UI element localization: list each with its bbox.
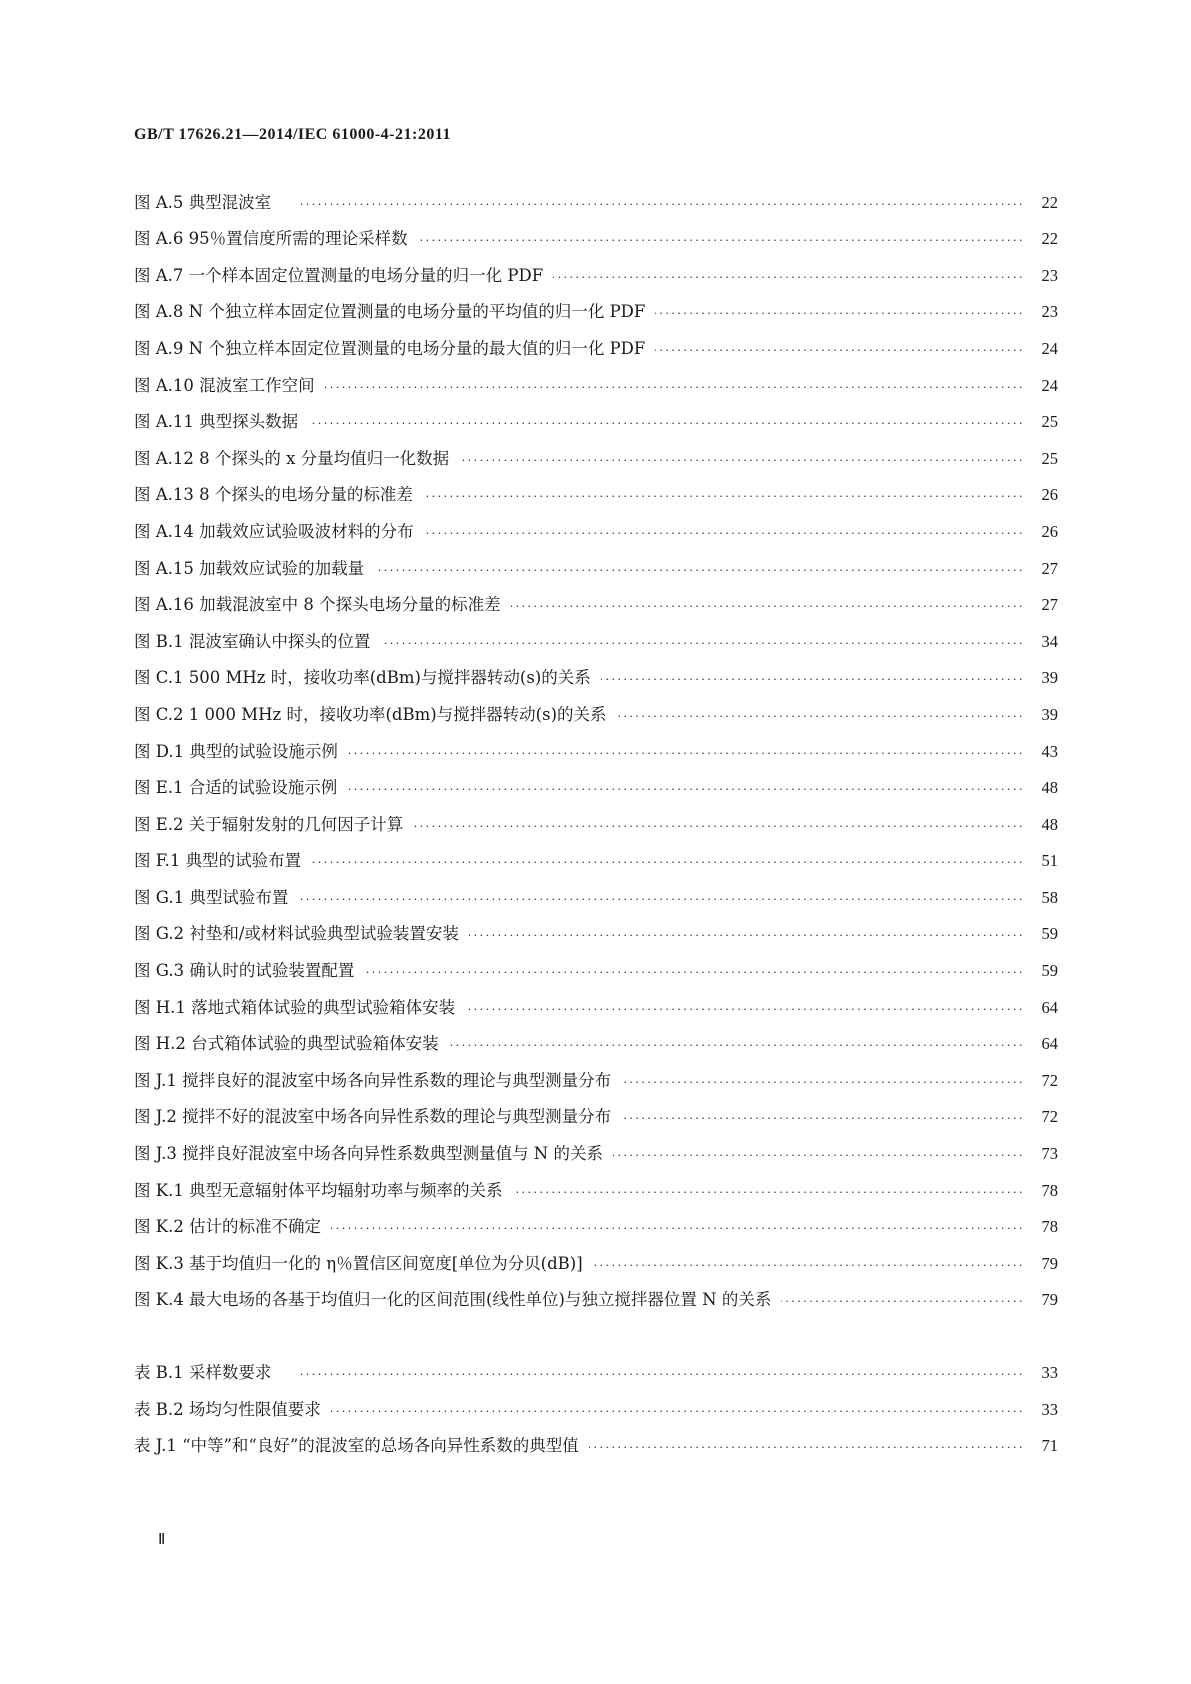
toc-entry-label: 图 C.2 1 000 MHz 时，接收功率(dBm)与搅拌器转动(s)的关系 [134,704,607,724]
toc-entry[interactable] [134,615,1058,652]
toc-entry[interactable] [134,1164,1058,1201]
toc-entry-label: 图 G.3 确认时的试验装置配置 [134,961,355,981]
toc-entry[interactable] [134,505,1058,542]
toc-entry-label: 图 D.1 典型的试验设施示例 [134,741,338,761]
dot-leader [311,854,1022,866]
toc-entry[interactable] [134,944,1058,981]
toc-entry[interactable] [134,579,1058,616]
dot-leader [621,1110,1022,1122]
toc-entry-label: 图 A.8 N 个独立样本固定位置测量的电场分量的平均值的归一化 PDF [134,302,646,322]
dot-leader [513,1184,1022,1196]
toc-entry-page: 51 [1041,851,1058,871]
toc-entry-label: 图 K.3 基于均值归一化的 η％置信区间宽度[单位为分贝(dB)] [134,1253,583,1273]
toc-entry[interactable] [134,1127,1058,1164]
toc-entry-label: 图 A.6 95％置信度所需的理论采样数 [134,229,408,249]
toc-entry[interactable] [134,652,1058,689]
toc-entry-label: 图 A.5 典型混波室 [134,192,272,212]
toc-entry[interactable] [134,1054,1058,1091]
table-of-contents [134,176,1058,1456]
dot-leader [593,1257,1022,1269]
toc-entry-page: 71 [1041,1436,1058,1456]
dot-leader [781,1293,1022,1305]
section-gap [134,1310,1058,1346]
toc-entry-label: 图 A.12 8 个探头的 x 分量均值归一化数据 [134,448,450,468]
toc-entry-label: 图 H.2 台式箱体试验的典型试验箱体安装 [134,1034,439,1054]
toc-entry[interactable] [134,469,1058,506]
toc-entry[interactable] [134,322,1058,359]
toc-entry[interactable] [134,688,1058,725]
toc-entry-label: 图 E.2 关于辐射发射的几何因子计算 [134,814,404,834]
toc-entry-page: 39 [1041,704,1058,724]
toc-entry-label: 图 A.13 8 个探头的电场分量的标准差 [134,485,413,505]
toc-entry[interactable] [134,359,1058,396]
toc-entry[interactable] [134,1018,1058,1055]
toc-entry-page: 43 [1041,741,1058,761]
dot-leader [364,964,1022,976]
toc-entry[interactable] [134,176,1058,213]
toc-entry-page: 27 [1041,558,1058,578]
dot-leader [621,1074,1022,1086]
dot-leader [465,1001,1022,1013]
toc-entry-label: 图 K.1 典型无意辐射体平均辐射功率与频率的关系 [134,1180,503,1200]
toc-entry[interactable] [134,1201,1058,1238]
dot-leader [617,708,1022,720]
toc-entry-page: 73 [1041,1144,1058,1164]
toc-entry[interactable] [134,286,1058,323]
toc-entry-label: 图 A.11 典型探头数据 [134,412,299,432]
dot-leader [553,269,1022,281]
dot-leader [655,305,1022,317]
toc-entry-page: 79 [1041,1253,1058,1273]
table-list [134,1346,1058,1456]
toc-entry-page: 25 [1041,448,1058,468]
toc-entry[interactable] [134,762,1058,799]
toc-entry[interactable] [134,871,1058,908]
toc-entry-label: 图 A.9 N 个独立样本固定位置测量的电场分量的最大值的归一化 PDF [134,338,646,358]
toc-entry-label: 图 E.1 合适的试验设施示例 [134,778,338,798]
toc-entry[interactable] [134,1346,1058,1383]
toc-entry[interactable] [134,1274,1058,1311]
dot-leader [423,488,1022,500]
toc-entry-label: 图 H.1 落地式箱体试验的典型试验箱体安装 [134,997,456,1017]
toc-entry[interactable] [134,798,1058,835]
toc-entry-page: 25 [1041,412,1058,432]
toc-entry-page: 48 [1041,778,1058,798]
toc-entry-page: 33 [1041,1399,1058,1419]
toc-entry[interactable] [134,213,1058,250]
toc-entry-page: 23 [1041,302,1058,322]
toc-entry-page: 27 [1041,595,1058,615]
toc-entry-label: 图 J.3 搅拌良好混波室中场各向异性系数典型测量值与 N 的关系 [134,1144,603,1164]
toc-entry-page: 22 [1041,229,1058,249]
toc-entry-page: 24 [1041,338,1058,358]
dot-leader [325,379,1022,391]
toc-entry[interactable] [134,908,1058,945]
toc-entry[interactable] [134,725,1058,762]
toc-entry-page: 59 [1041,961,1058,981]
toc-entry-page: 39 [1041,668,1058,688]
document-header: GB/T 17626.21—2014/IEC 61000-4-21:2011 [134,126,451,143]
dot-leader [418,232,1022,244]
dot-leader [459,452,1022,464]
toc-entry-label: 图 J.2 搅拌不好的混波室中场各向异性系数的理论与典型测量分布 [134,1107,612,1127]
dot-leader [308,415,1022,427]
toc-entry-label: 图 A.16 加载混波室中 8 个探头电场分量的标准差 [134,595,501,615]
toc-entry-page: 22 [1041,192,1058,212]
toc-entry-label: 表 J.1 “中等”和“良好”的混波室的总场各向异性系数的典型值 [134,1436,579,1456]
toc-entry[interactable] [134,542,1058,579]
toc-entry-page: 64 [1041,1034,1058,1054]
dot-leader [601,671,1022,683]
toc-entry-label: 图 K.4 最大电场的各基于均值归一化的区间范围(线性单位)与独立搅拌器位置 N 的关系 [134,1290,772,1310]
toc-entry-page: 72 [1041,1070,1058,1090]
dot-leader [347,781,1022,793]
toc-entry[interactable] [134,249,1058,286]
toc-entry-label: 图 A.14 加载效应试验吸波材料的分布 [134,521,414,541]
dot-leader [469,927,1022,939]
figure-list [134,176,1058,1310]
toc-entry-page: 72 [1041,1107,1058,1127]
toc-entry-label: 图 A.15 加载效应试验的加载量 [134,558,365,578]
dot-leader [655,342,1022,354]
toc-entry-page: 64 [1041,997,1058,1017]
toc-entry-label: 图 C.1 500 MHz 时，接收功率(dBm)与搅拌器转动(s)的关系 [134,668,591,688]
toc-entry-label: 图 F.1 典型的试验布置 [134,851,302,871]
dot-leader [281,1366,1022,1378]
dot-leader [413,818,1022,830]
dot-leader [589,1439,1022,1451]
toc-entry[interactable] [134,1091,1058,1128]
toc-entry-page: 33 [1041,1363,1058,1382]
toc-entry[interactable] [134,1420,1058,1457]
toc-entry-label: 图 B.1 混波室确认中探头的位置 [134,631,371,651]
toc-entry-label: 表 B.2 场均匀性限值要求 [134,1399,321,1419]
page-number: Ⅱ [158,1532,166,1548]
toc-entry-page: 26 [1041,485,1058,505]
toc-entry-page: 23 [1041,265,1058,285]
toc-entry-page: 34 [1041,631,1058,651]
toc-entry-label: 图 A.7 一个样本固定位置测量的电场分量的归一化 PDF [134,265,544,285]
toc-entry-page: 59 [1041,924,1058,944]
toc-entry-page: 24 [1041,375,1058,395]
toc-entry[interactable] [134,1383,1058,1420]
dot-leader [331,1220,1022,1232]
toc-entry-label: 图 J.1 搅拌良好的混波室中场各向异性系数的理论与典型测量分布 [134,1070,612,1090]
dot-leader [380,635,1022,647]
toc-entry[interactable] [134,835,1058,872]
toc-entry-page: 48 [1041,814,1058,834]
dot-leader [449,1037,1022,1049]
dot-leader [374,562,1022,574]
toc-entry-label: 图 G.2 衬垫和/或材料试验典型试验装置安装 [134,924,459,944]
toc-entry-label: 图 G.1 典型试验布置 [134,887,289,907]
toc-entry[interactable] [134,1237,1058,1274]
dot-leader [281,196,1022,208]
toc-entry-page: 78 [1041,1180,1058,1200]
toc-entry-page: 26 [1041,521,1058,541]
toc-entry-page: 78 [1041,1217,1058,1237]
dot-leader [613,1147,1022,1159]
dot-leader [348,745,1022,757]
toc-entry[interactable] [134,396,1058,433]
toc-entry[interactable] [134,432,1058,469]
dot-leader [424,525,1022,537]
toc-entry-label: 图 A.10 混波室工作空间 [134,375,315,395]
toc-entry-page: 79 [1041,1290,1058,1310]
toc-entry-page: 58 [1041,887,1058,907]
toc-entry-label: 图 K.2 估计的标准不确定 [134,1217,322,1237]
dot-leader [511,598,1022,610]
dot-leader [298,891,1022,903]
toc-entry-label: 表 B.1 采样数要求 [134,1363,272,1382]
dot-leader [331,1403,1022,1415]
toc-entry[interactable] [134,981,1058,1018]
